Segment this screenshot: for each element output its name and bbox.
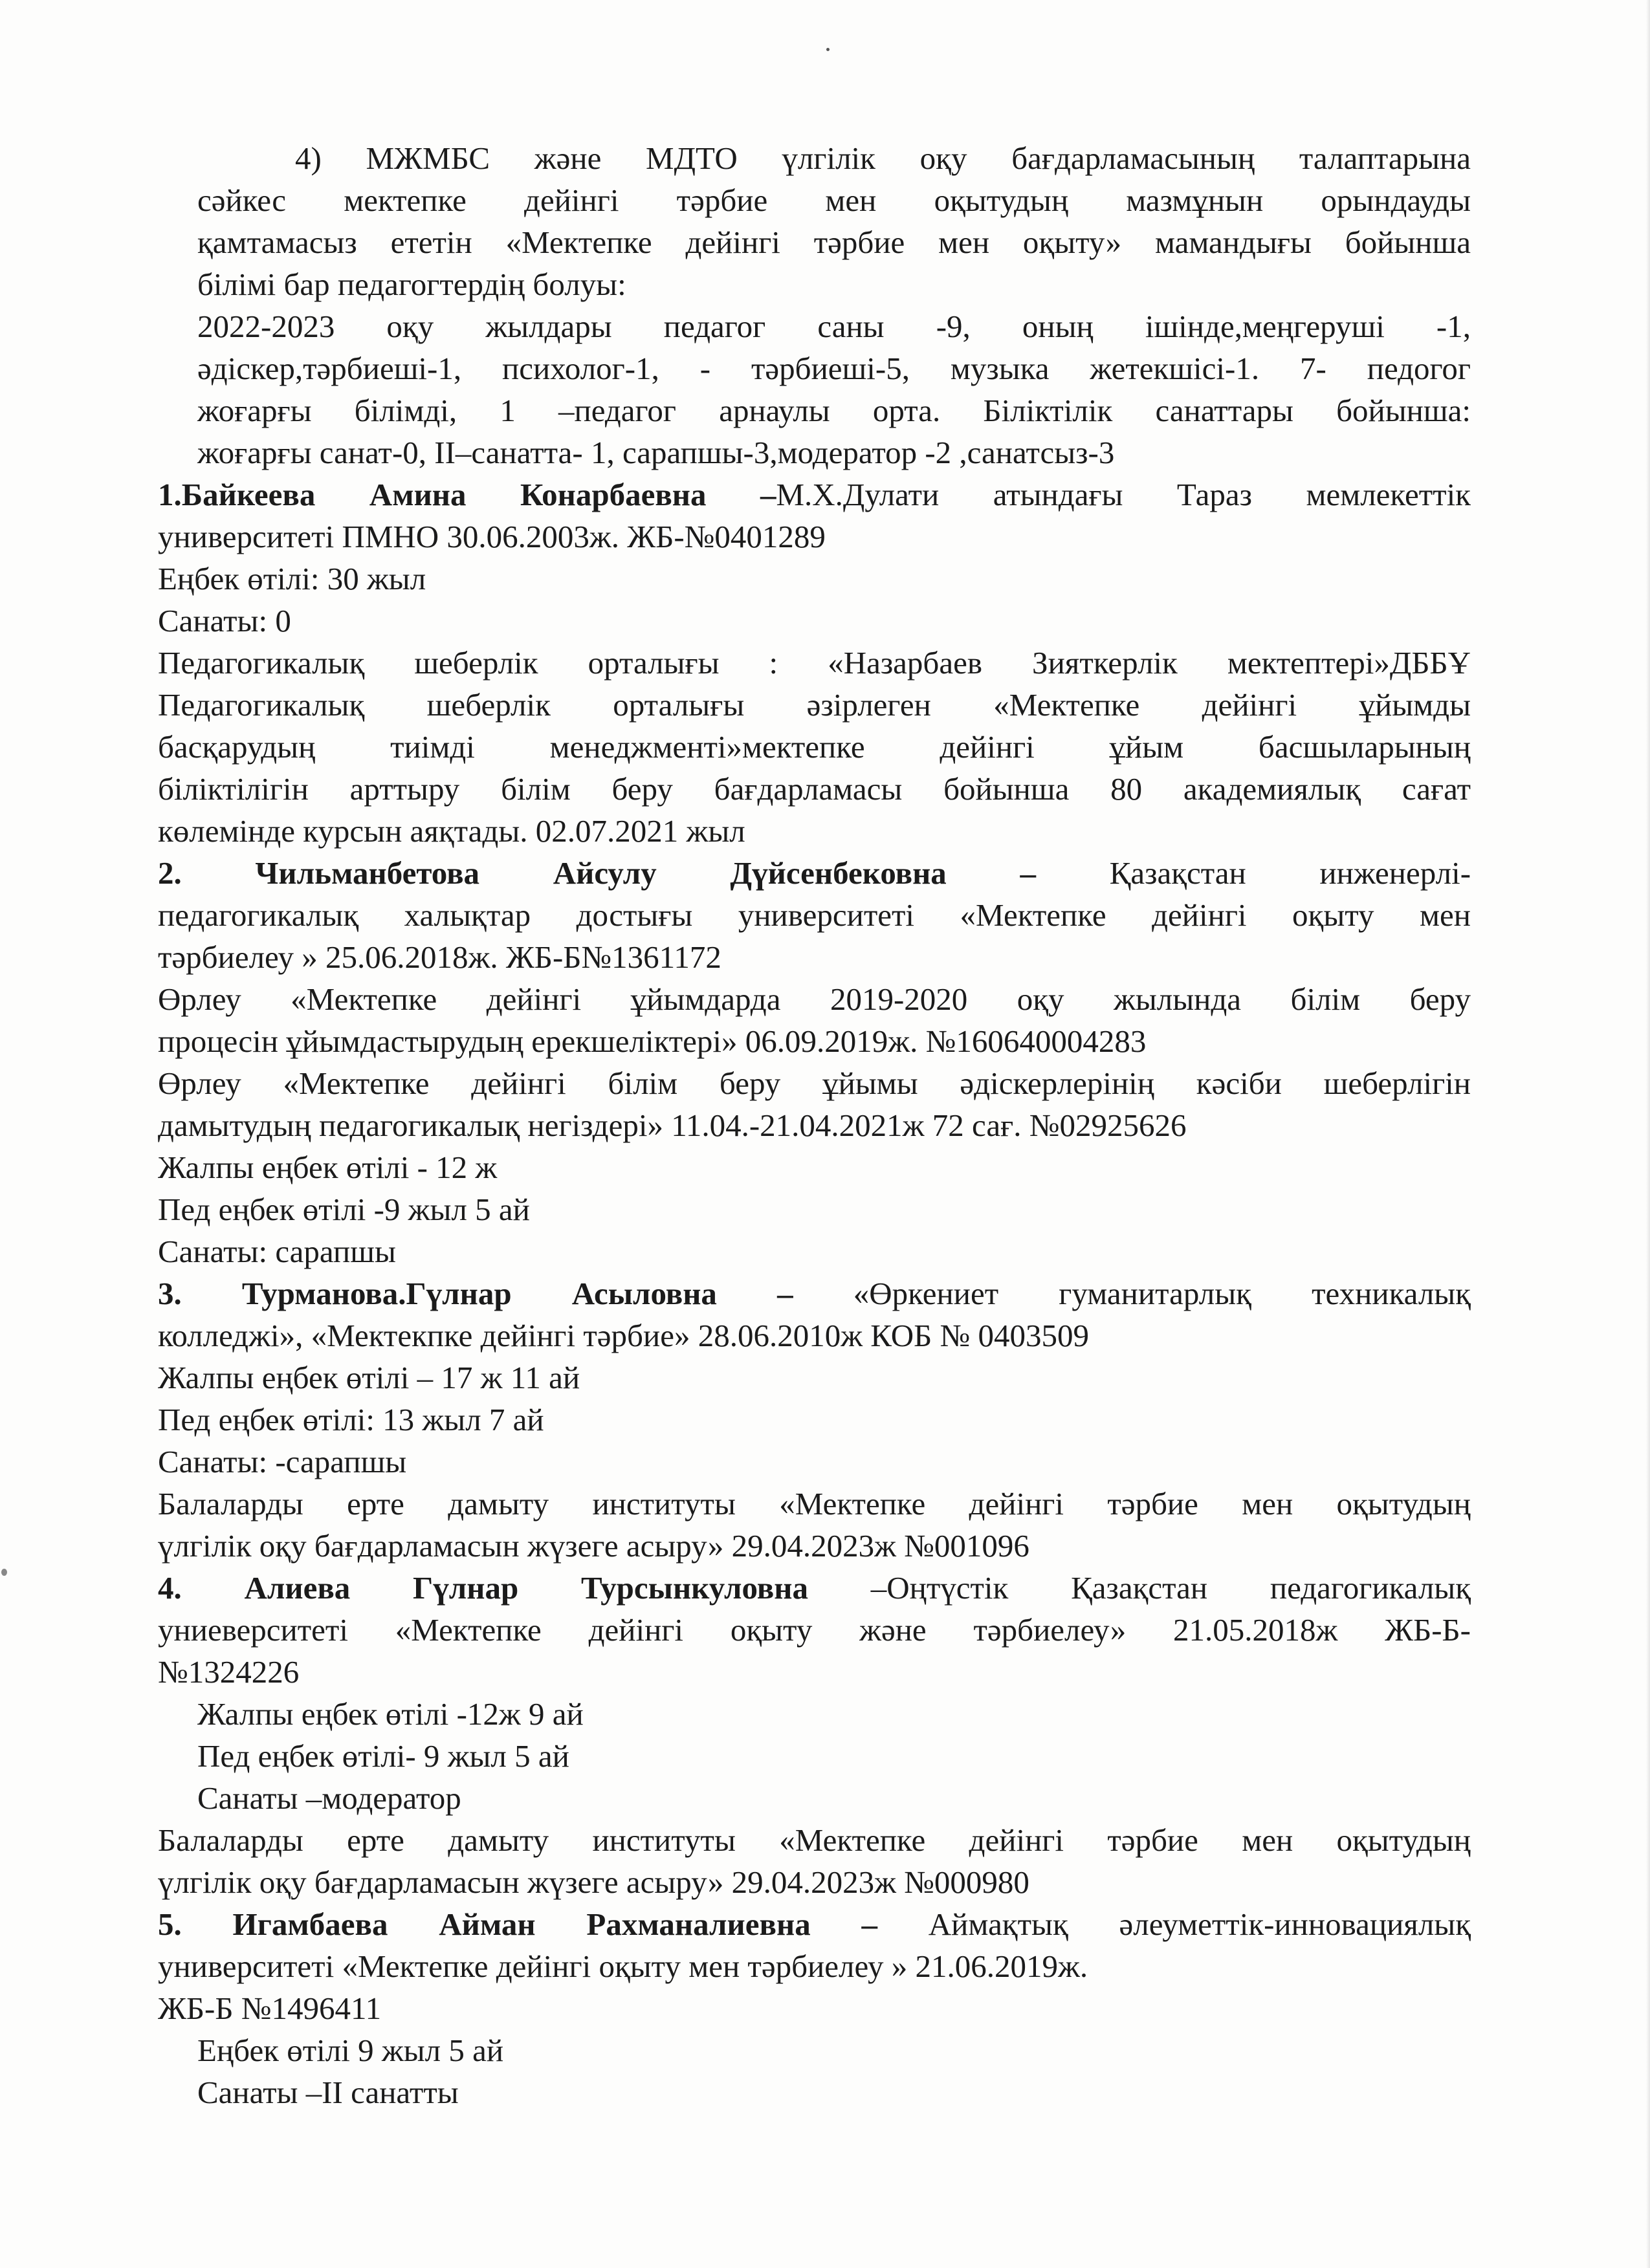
intro-line: 2022-2023 оқу жылдары педагог саны -9, оның ішінде,меңгеруші -1,	[197, 309, 1471, 344]
staff-line: университеті ПМНО 30.06.2003ж. ЖБ-№0401289	[158, 519, 826, 554]
staff-entry	[158, 852, 1471, 1272]
staff-line: үлгілік оқу бағдарламасын жүзеге асыру» 29.04.2023ж №000980	[158, 1864, 1029, 1900]
staff-line: Санаты: -сарапшы	[158, 1444, 407, 1479]
staff-indented-line: Санаты –II санатты	[197, 2075, 459, 2110]
staff-indented-line: Пед еңбек өтілі- 9 жыл 5 ай	[197, 1738, 569, 1774]
intro-line: білімі бар педагогтердің болуы:	[197, 267, 626, 302]
staff-education: М.Х.Дулати атындағы Тараз мемлекеттік	[776, 477, 1471, 512]
scan-speck	[1, 1569, 7, 1576]
intro-line: әдіскер,тәрбиеші-1, психолог-1, - тәрбиеші-5, музыка жетекшісі-1. 7- педогог	[197, 351, 1471, 386]
staff-line: басқарудың тиімді менеджменті»мектепке дейінгі ұйым басшыларының	[158, 729, 1471, 765]
staff-entry	[158, 1903, 1471, 2113]
staff-entry	[158, 1272, 1471, 1567]
staff-heading-line	[158, 1567, 1471, 1609]
staff-line: униеверситеті «Мектепке дейінгі оқыту және тәрбиелеу» 21.05.2018ж ЖБ-Б-	[158, 1612, 1471, 1648]
staff-line: дамытудың педагогикалық негіздері» 11.04.-21.04.2021ж 72 сағ. №02925626	[158, 1107, 1187, 1143]
staff-line: №1324226	[158, 1654, 300, 1690]
scan-speck	[826, 48, 830, 51]
intro-line: жоғарғы білімді, 1 –педагог арнаулы орта. Біліктілік санаттары бойынша:	[197, 393, 1471, 428]
staff-line: Пед еңбек өтілі -9 жыл 5 ай	[158, 1192, 530, 1227]
staff-entry	[158, 474, 1471, 852]
staff-line: процесін ұйымдастырудың ерекшеліктері» 06.09.2019ж. №160640004283	[158, 1023, 1147, 1059]
staff-line: Еңбек өтілі: 30 жыл	[158, 561, 426, 596]
scan-edge	[1646, 0, 1650, 2268]
staff-name: 5. Игамбаева Айман Рахманалиевна –	[158, 1906, 877, 1942]
staff-heading-line	[158, 474, 1471, 516]
staff-education: Аймақтық әлеуметтік-инновациялық	[928, 1906, 1471, 1942]
staff-line: Жалпы еңбек өтілі – 17 ж 11 ай	[158, 1360, 580, 1395]
staff-line: Өрлеу «Мектепке дейінгі ұйымдарда 2019-2020 оқу жылында білім беру	[158, 981, 1471, 1017]
staff-line: университеті «Мектепке дейінгі оқыту мен тәрбиелеу » 21.06.2019ж.	[158, 1948, 1088, 1984]
intro-line: қамтамасыз ететін «Мектепке дейінгі тәрбие мен оқыту» мамандығы бойынша	[197, 224, 1471, 260]
staff-line: Педагогикалық шеберлік орталығы әзірлеген «Мектепке дейінгі ұйымды	[158, 687, 1471, 723]
staff-line: Өрлеу «Мектепке дейінгі білім беру ұйымы әдіскерлерінің кәсіби шеберлігін	[158, 1065, 1471, 1101]
staff-line: біліктілігін арттыру білім беру бағдарламасы бойынша 80 академиялық сағат	[158, 771, 1471, 807]
staff-line: Пед еңбек өтілі: 13 жыл 7 ай	[158, 1402, 544, 1437]
staff-education: Қазақстан инженерлі-	[1109, 855, 1471, 891]
staff-indented-line: Санаты –модератор	[197, 1780, 461, 1816]
document-body	[158, 137, 1471, 2113]
staff-line: Балаларды ерте дамыту институты «Мектепке дейінгі тәрбие мен оқытудың	[158, 1486, 1471, 1521]
intro-paragraph	[158, 137, 1471, 474]
staff-indented-line: Жалпы еңбек өтілі -12ж 9 ай	[197, 1696, 584, 1732]
staff-name: 4. Алиева Гүлнар Турсынкуловна	[158, 1570, 808, 1606]
staff-heading-line	[158, 852, 1471, 894]
intro-line: жоғарғы санат-0, II–санатта- 1, сарапшы-3,модератор -2 ,санатсыз-3	[197, 435, 1115, 470]
intro-line: сәйкес мектепке дейінгі тәрбие мен оқытудың мазмұнын орындауды	[197, 182, 1471, 218]
staff-indented-line: Еңбек өтілі 9 жыл 5 ай	[197, 2033, 504, 2068]
staff-line: Балаларды ерте дамыту институты «Мектепке дейінгі тәрбие мен оқытудың	[158, 1822, 1471, 1858]
staff-line: көлемінде курсын аяқтады. 02.07.2021 жыл	[158, 813, 745, 849]
staff-line: Жалпы еңбек өтілі - 12 ж	[158, 1150, 498, 1185]
staff-line: Санаты: 0	[158, 603, 291, 638]
staff-education: «Өркениет гуманитарлық техникалық	[853, 1276, 1471, 1311]
staff-line: ЖБ-Б №1496411	[158, 1990, 382, 2026]
staff-line: үлгілік оқу бағдарламасын жүзеге асыру» 29.04.2023ж №001096	[158, 1528, 1029, 1564]
staff-heading-line	[158, 1272, 1471, 1314]
staff-education: –Оңтүстік Қазақстан педагогикалық	[870, 1570, 1471, 1606]
staff-heading-line	[158, 1903, 1471, 1945]
staff-line: тәрбиелеу » 25.06.2018ж. ЖБ-Б№1361172	[158, 939, 721, 975]
intro-line: 4) МЖМБС және МДТО үлгілік оқу бағдарламасының талаптарына	[295, 140, 1471, 176]
staff-entry	[158, 1567, 1471, 1903]
staff-line: Педагогикалық шеберлік орталығы : «Назарбаев Зияткерлік мектептері»ДББҰ	[158, 645, 1471, 681]
staff-name: 3. Турманова.Гүлнар Асыловна –	[158, 1276, 793, 1311]
staff-line: колледжі», «Мектекпке дейінгі тәрбие» 28.06.2010ж КОБ № 0403509	[158, 1318, 1090, 1353]
staff-name: 2. Чильманбетова Айсулу Дүйсенбековна –	[158, 855, 1036, 891]
staff-line: Санаты: сарапшы	[158, 1234, 396, 1269]
staff-line: педагогикалық халықтар достығы университеті «Мектепке дейінгі оқыту мен	[158, 897, 1471, 933]
staff-name: 1.Байкеева Амина Конарбаевна –	[158, 477, 776, 512]
